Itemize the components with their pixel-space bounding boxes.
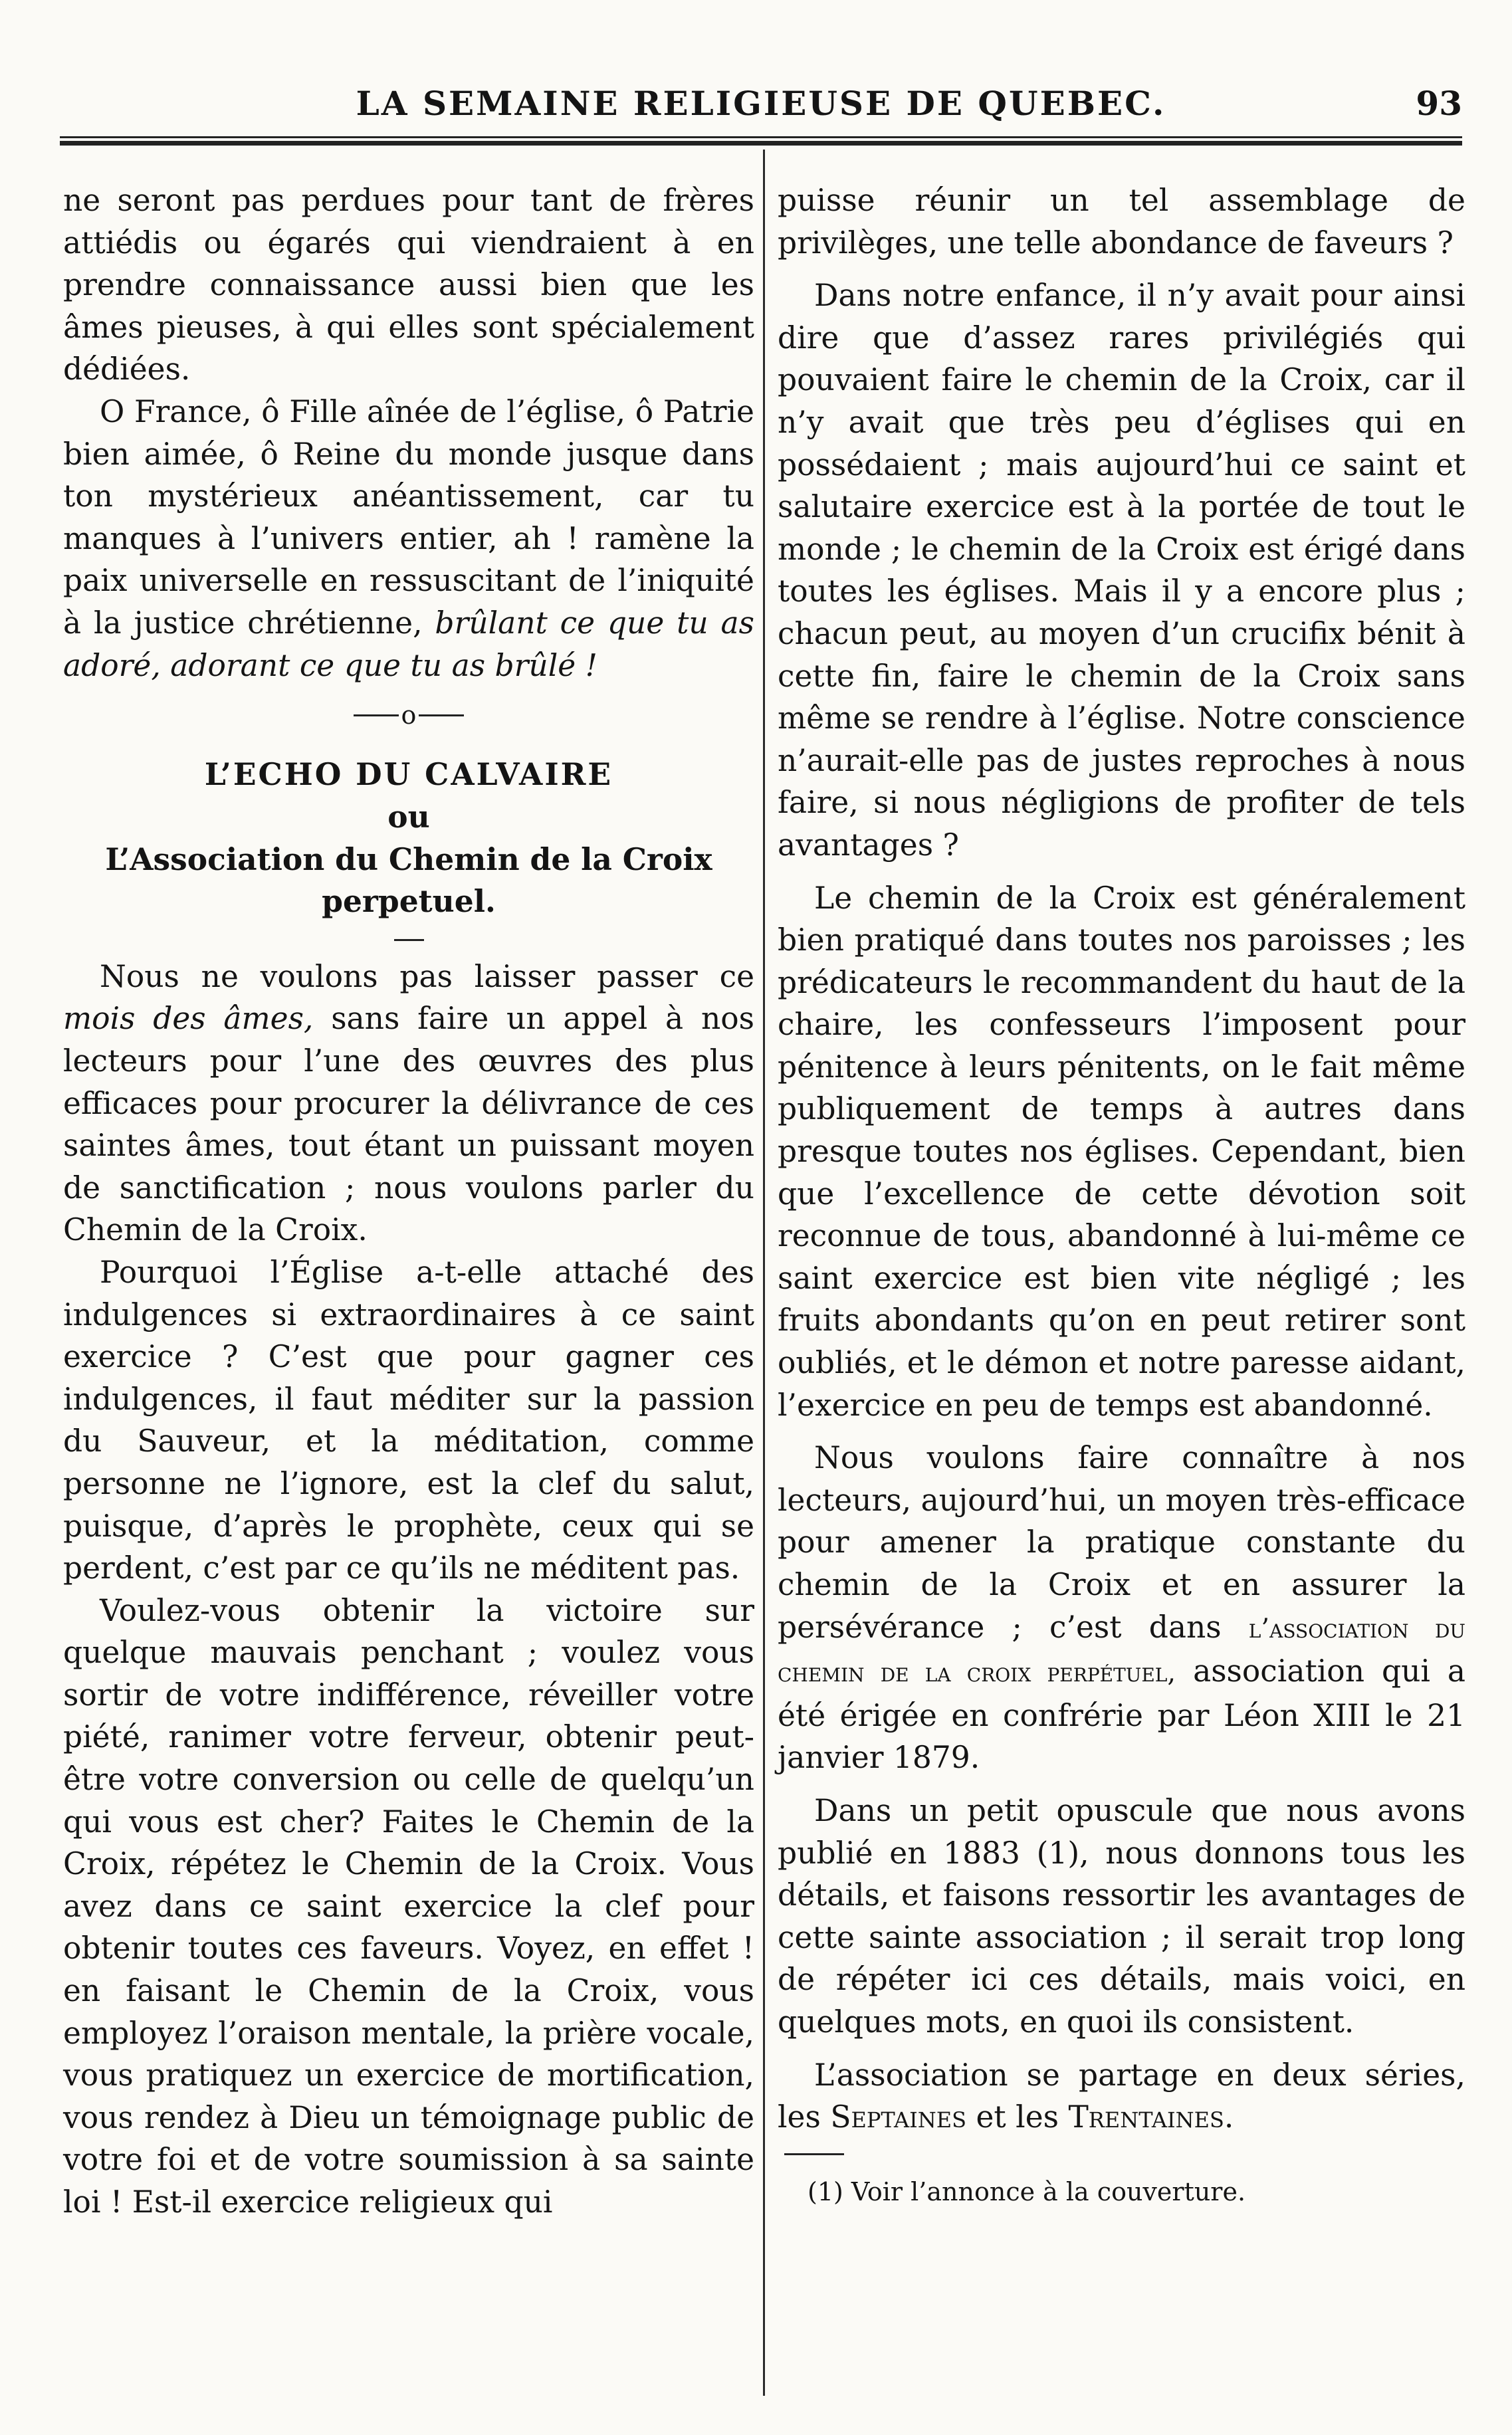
left-paragraph-4: Pourquoi l’Église a-t-elle attaché des indulgences si extraordinaires à ce saint exercice ? C’est que pour gagner ces indulgences, il faut méditer sur la passion du Sauveur, et la méditation, comme personne ne l’ignore, est la clef du salut, puisque, d’après le prophète, ceux qui se perdent, c’est par ce qu’ils ne méditent pas. xyxy=(63,1254,754,1586)
left-paragraph-2 xyxy=(63,391,754,687)
section-ornament xyxy=(63,692,754,736)
left-paragraph-1: ne seront pas perdues pour tant de frères attiédis ou égarés qui viendraient à en prendre connaissance aussi bien que les âmes pieuses, à qui elles sont spécialement dédiées. xyxy=(63,183,754,387)
header-rule-thick xyxy=(60,141,1462,146)
association-name: l’association du chemin de la croix perpétuel, xyxy=(778,1613,1466,1689)
ornament-letter: o xyxy=(401,700,417,730)
page-number: 93 xyxy=(1416,84,1462,123)
left-paragraph-2-italic: brûlant ce que tu as adoré, adorant ce que tu as brûlé ! xyxy=(63,605,754,683)
right-paragraph-2: Dans notre enfance, il n’y avait pour ainsi dire que d’assez rares privilégiés qui pouvaient faire le chemin de la Croix, car il n’y avait que très peu d’églises qui en possédaient ; mais aujourd’hui ce saint et salutaire exercice est à la portée de tout le monde ; le chemin de la Croix est érigé dans toutes les églises. Mais il y a encore plus ; chacun peut, au moyen d’un crucifix bénit à cette fin, faire le chemin de la Croix sans même se rendre à l’église. Notre conscience n’aurait-elle pas de justes reproches à nous faire, si nous négligions de profiter de tels avantages ? xyxy=(778,278,1465,863)
section-connector: ou xyxy=(387,799,430,835)
right-paragraph-4-a: Nous voulons faire connaître à nos lecteurs, aujourd’hui, un moyen très-efficace pour amener la pratique constante du chemin de la Croix et en assurer la persévérance ; c’est dans xyxy=(778,1440,1465,1645)
right-paragraph-6 xyxy=(778,2054,1465,2139)
right-paragraph-6-a: L’association se partage en deux séries, les xyxy=(778,2057,1465,2135)
right-column xyxy=(778,179,1465,2208)
running-header xyxy=(60,78,1462,132)
left-paragraph-3-a: Nous ne voulons pas laisser passer ce xyxy=(100,958,754,994)
left-paragraph-3-b: sans faire un appel à nos lecteurs pour l’une des œuvres des plus efficaces pour procurer la délivrance de ces saintes âmes, tout étant un puissant moyen de sanctification ; nous voulons parler du Chemin de la Croix. xyxy=(63,1001,755,1248)
right-paragraph-5: Dans un petit opuscule que nous avons publié en 1883 (1), nous donnons tous les détails, et faisons ressortir les avantages de cette sainte association ; il serait trop long de répéter ici ces détails, mais voici, en quelques mots, en quoi ils consistent. xyxy=(778,1792,1465,2040)
left-paragraph-2-text: O France, ô Fille aînée de l’église, ô Patrie bien aimée, ô Reine du monde jusque dans ton mystérieux anéantissement, car tu manques à l’univers entier, ah ! ramène la paix universelle en ressuscitant de l’iniquité à la justice chrétienne, xyxy=(63,393,754,641)
right-paragraph-4 xyxy=(778,1437,1465,1779)
left-paragraph-3-italic: mois des âmes, xyxy=(63,1001,314,1037)
right-paragraph-1: puisse réunir un tel assemblage de privilèges, une telle abondance de faveurs ? xyxy=(778,183,1465,261)
series-septaines: Septaines xyxy=(830,2099,966,2135)
section-subtitle: L’Association du Chemin de la Croix perpetuel. xyxy=(105,841,712,920)
footnote: (1) Voir l’annonce à la couverture. xyxy=(808,2176,1246,2206)
footnote-rule xyxy=(784,2153,844,2155)
right-paragraph-3: Le chemin de la Croix est généralement bien pratiqué dans toutes nos paroisses ; les prédicateurs le recommandent du haut de la chaire, les confesseurs l’imposent pour pénitence à leurs pénitents, on le fait même publiquement de temps à autres dans presque toutes nos églises. Cependant, bien que l’excellence de cette dévotion soit reconnue de tous, abandonné à lui-même ce saint exercice est bien vite négligé ; les fruits abondants qu’on en peut retirer sont oubliés, et le démon et notre paresse aidant, l’exercice en peu de temps est abandonné. xyxy=(778,880,1465,1423)
ornament-dash-left xyxy=(354,714,399,716)
header-rule-thin xyxy=(60,136,1462,138)
section-title: L’ECHO DU CALVAIRE xyxy=(204,756,613,793)
left-column xyxy=(63,179,754,2224)
column-divider xyxy=(763,150,765,2396)
section-short-rule xyxy=(394,939,424,941)
left-paragraph-5: Voulez-vous obtenir la victoire sur quelque mauvais penchant ; voulez vous sortir de votre indifférence, réveiller votre piété, ranimer votre ferveur, obtenir peut-être votre conversion ou celle de quelqu’un qui vous est cher? Faites le Chemin de la Croix, répétez le Chemin de la Croix. Vous avez dans ce saint exercice la clef pour obtenir toutes ces faveurs. Voyez, en effet ! en faisant le Chemin de la Croix, vous employez l’oraison mentale, la prière vocale, vous pratiquez un exercice de mortification, vous rendez à Dieu un témoignage public de votre foi et de votre soumission à sa sainte loi ! Est-il exercice religieux qui xyxy=(63,1592,754,2220)
ornament-dash-right xyxy=(419,714,464,716)
left-paragraph-3 xyxy=(63,956,754,1251)
series-trentaines: Trentaines. xyxy=(1068,2099,1234,2135)
right-paragraph-6-mid: et les xyxy=(976,2099,1059,2135)
right-paragraph-4-b: association qui a été érigée en confrérie par Léon XIII le 21 janvier 1879. xyxy=(778,1653,1465,1776)
running-title: LA SEMAINE RELIGIEUSE DE QUEBEC. xyxy=(356,84,1166,123)
